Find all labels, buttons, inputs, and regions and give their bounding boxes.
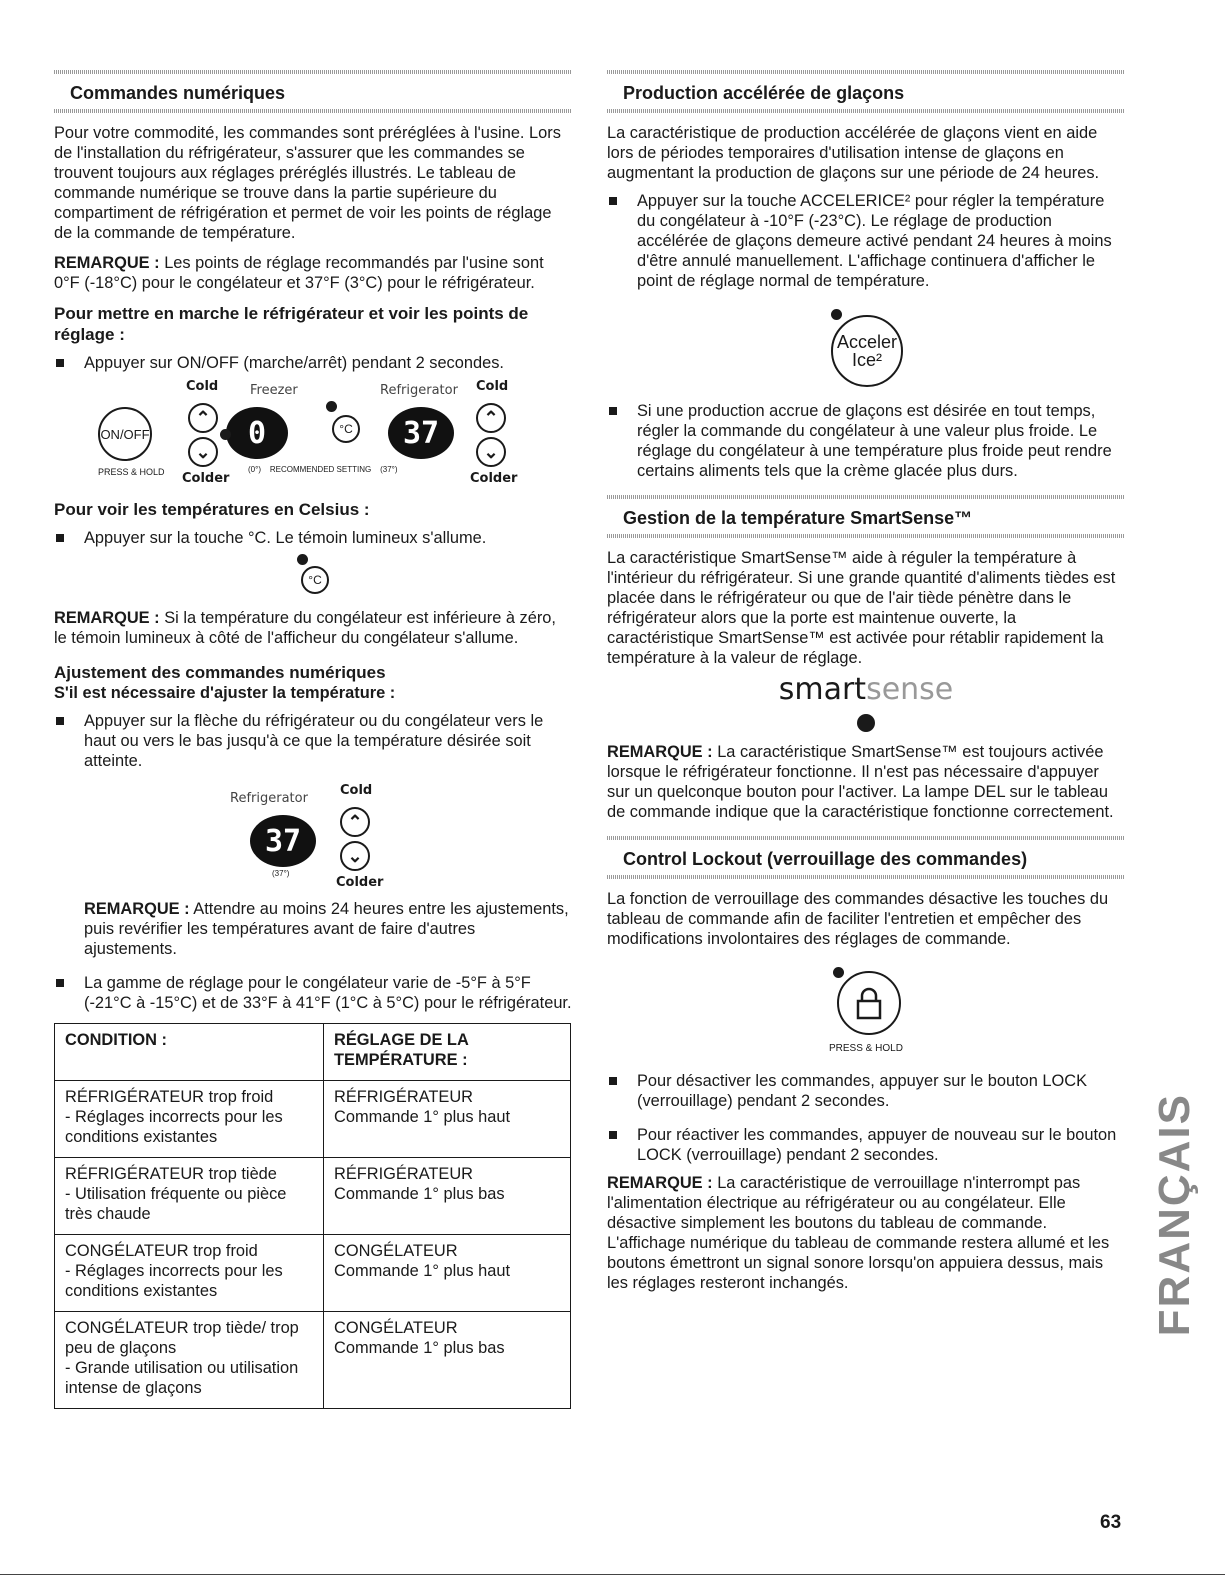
accelerice-button[interactable]: Acceler Ice² [831, 315, 903, 387]
smart-intro: La caractéristique SmartSense™ aide à réguler la température à l'intérieur du réfrigérateur. Si une grande quantité d'aliments tièdes est placée dans le réfrigérateur ou que de l'air tiède pénètre dans le réfrigérateur alors que la porte est maintenue ouverte, la caractéristique SmartSense™ est activée pour rétablir rapidement la température à la valeur de réglage. [607, 549, 1116, 667]
table-header: CONDITION : [55, 1024, 324, 1081]
onoff-button[interactable]: ON/OFF [98, 407, 152, 461]
table-row [55, 1081, 571, 1158]
language-tab: FRANÇAIS [1150, 1093, 1199, 1337]
intro-paragraph: Pour votre commodité, les commandes sont préréglées à l'usine. Lors de l'installation du réfrigérateur, s'assurer que les commandes se trouvent toujours aux réglages préréglés illustrés. Le tableau de commande numérique se trouve dans la partie supérieure du compartiment de réfrigération et permet de voir les points de réglage de la commande de température. [54, 124, 561, 242]
adjust-title: Ajustement des commandes numériques [54, 663, 386, 682]
lock-led [833, 967, 844, 978]
table-cell: RÉFRIGÉRATEUR trop tiède - Utilisation fréquente ou pièce très chaude [55, 1158, 324, 1235]
lock-figure [811, 963, 921, 1063]
table-row [55, 1312, 571, 1409]
left-column [54, 70, 572, 1409]
range-bullet: La gamme de réglage pour le congélateur varie de -5°F à 5°F (-21°C à -15°C) et de 33°F à 41°F (1°C à 5°C) pour le réfrigérateur. [54, 973, 572, 1013]
celsius-heading: Pour voir les températures en Celsius : [54, 500, 370, 519]
table-cell: RÉFRIGÉRATEUR Commande 1° plus haut [324, 1081, 571, 1158]
cold-label-left: Cold [186, 379, 219, 394]
section-header-smartsense: Gestion de la température SmartSense™ [607, 495, 1125, 538]
fridge-display-2: 37 [250, 815, 316, 867]
lock-bullet-1: Pour désactiver les commandes, appuyer sur le bouton LOCK (verrouillage) pendant 2 secondes. [607, 1071, 1125, 1111]
table-cell: RÉFRIGÉRATEUR Commande 1° plus bas [324, 1158, 571, 1235]
freezer-down-arrow[interactable]: ⌄ [188, 437, 218, 467]
section-header-lockout: Control Lockout (verrouillage des commandes) [607, 836, 1125, 879]
remarque-5: REMARQUE : La caractéristique de verrouillage n'interrompt pas l'alimentation électrique au réfrigérateur ou au congélateur. Elle désactive simplement les boutons du tableau de commande. L'affichage numérique du tableau de commande restera allumé et les boutons émettront un signal sonore lorsqu'on appuiera dessus, mais les réglages resteront inchangés. [607, 1174, 1110, 1292]
table-cell: RÉFRIGÉRATEUR trop froid - Réglages incorrects pour les conditions existantes [55, 1081, 324, 1158]
fridge-down-arrow[interactable]: ⌄ [476, 437, 506, 467]
control-panel-figure [98, 379, 528, 491]
colder-label-2: Colder [336, 875, 384, 890]
ice-intro: La caractéristique de production accélérée de glaçons vient en aide lors de périodes temporaires d'utilisation intense de glaçons en augmentant la production de glaçons sur une période de 24 heures. [607, 124, 1100, 182]
refrigerator-label: Refrigerator [380, 383, 458, 398]
celsius-led [297, 554, 308, 565]
fridge-down-arrow-2[interactable]: ⌄ [340, 841, 370, 871]
section-header-commandes: Commandes numériques [54, 70, 572, 113]
fridge-setting-2: (37°) [272, 869, 290, 878]
right-column [607, 70, 1125, 1293]
adjust-bullet: Appuyer sur la flèche du réfrigérateur ou du congélateur vers le haut ou vers le bas jusqu'à ce que la température désirée soit atteinte. [54, 711, 572, 771]
lock-bullet-2: Pour réactiver les commandes, appuyer de nouveau sur le bouton LOCK (verrouillage) pendant 2 secondes. [607, 1125, 1125, 1165]
freezer-up-arrow[interactable]: ⌃ [188, 403, 218, 433]
accelerice-led [831, 309, 842, 320]
start-bullet: Appuyer sur ON/OFF (marche/arrêt) pendant 2 secondes. [54, 353, 572, 373]
table-cell: CONGÉLATEUR trop froid - Réglages incorrects pour les conditions existantes [55, 1235, 324, 1312]
lock-intro: La fonction de verrouillage des commandes désactive les touches du tableau de commande afin de faciliter l'entretien et empêcher des modifications involontaires des réglages de commande. [607, 890, 1109, 948]
page-number: 63 [1100, 1512, 1122, 1533]
celsius-bullet: Appuyer sur la touche °C. Le témoin lumineux s'allume. [54, 528, 572, 548]
adjust-subtitle: S'il est nécessaire d'ajuster la température : [54, 684, 396, 702]
cold-label-2: Cold [340, 783, 373, 798]
lock-press-hold: PRESS & HOLD [829, 1043, 903, 1054]
colder-label-left: Colder [182, 471, 230, 486]
fridge-panel-figure [230, 777, 388, 893]
remarque-4: REMARQUE : La caractéristique SmartSense™ est toujours activée lorsque le réfrigérateur fonctionne. Il n'est pas nécessaire d'appuyer sur un quelconque bouton pour l'activer. La lampe DEL sur le tableau de commande indique que la caractéristique fonctionne correctement. [607, 743, 1114, 821]
press-hold-label: PRESS & HOLD [98, 467, 165, 477]
freezer-indicator [220, 429, 231, 440]
fridge-up-arrow-2[interactable]: ⌃ [340, 807, 370, 837]
freezer-display: 0 [226, 407, 288, 459]
table-cell: CONGÉLATEUR Commande 1° plus haut [324, 1235, 571, 1312]
ice-bullet-2: Si une production accrue de glaçons est désirée en tout temps, régler la commande du congélateur à une valeur plus froide. Le réglage du congélateur à une température plus froide peut rendre certains aliments tels que la crème glacée plus durs. [607, 401, 1125, 481]
smartsense-logo: smartsense [756, 672, 976, 738]
lock-button[interactable] [837, 971, 901, 1035]
accelerice-figure [821, 301, 911, 391]
colder-label-right: Colder [470, 471, 518, 486]
remarque-2: REMARQUE : Si la température du congélateur est inférieure à zéro, le témoin lumineux à côté de l'afficheur du congélateur s'allume. [54, 609, 556, 647]
table-cell: CONGÉLATEUR Commande 1° plus bas [324, 1312, 571, 1409]
celsius-button[interactable]: °C [332, 415, 360, 443]
lock-icon [854, 986, 884, 1020]
table-header-row [55, 1024, 571, 1081]
condition-table [54, 1023, 571, 1409]
recommended-setting: (0°) RECOMMENDED SETTING (37°) [248, 465, 398, 474]
fridge-display: 37 [388, 407, 454, 459]
fridge-up-arrow[interactable]: ⌃ [476, 403, 506, 433]
bottom-rule [0, 1574, 1225, 1575]
freezer-label: Freezer [250, 383, 298, 398]
table-row [55, 1158, 571, 1235]
ice-bullet-1: Appuyer sur la touche ACCELERICE² pour régler la température du congélateur à -10°F (-23°C). Le réglage de production accélérée de glaçons demeure activé pendant 24 heures à moins d'être annulé manuellement. L'affichage continuera d'afficher le point de réglage normal de température. [607, 191, 1125, 291]
cold-label-right: Cold [476, 379, 509, 394]
table-cell: CONGÉLATEUR trop tiède/ trop peu de glaçons - Grande utilisation ou utilisation intense de glaçons [55, 1312, 324, 1409]
celsius-icon[interactable]: °C [301, 566, 329, 594]
celsius-indicator [326, 401, 337, 412]
table-header: RÉGLAGE DE LA TEMPÉRATURE : [324, 1024, 571, 1081]
remarque-3: REMARQUE : Attendre au moins 24 heures entre les ajustements, puis revérifier les températures avant de faire d'autres ajustements. [84, 900, 569, 958]
remarque-1: REMARQUE : Les points de réglage recommandés par l'usine sont 0°F (-18°C) pour le congélateur et 37°F (3°C) pour le réfrigérateur. [54, 254, 544, 292]
smartsense-led [857, 714, 875, 732]
section-header-glacons: Production accélérée de glaçons [607, 70, 1125, 113]
start-heading: Pour mettre en marche le réfrigérateur et voir les points de réglage : [54, 304, 529, 344]
celsius-figure [293, 552, 333, 598]
refrigerator-label-2: Refrigerator [230, 791, 308, 806]
table-row [55, 1235, 571, 1312]
